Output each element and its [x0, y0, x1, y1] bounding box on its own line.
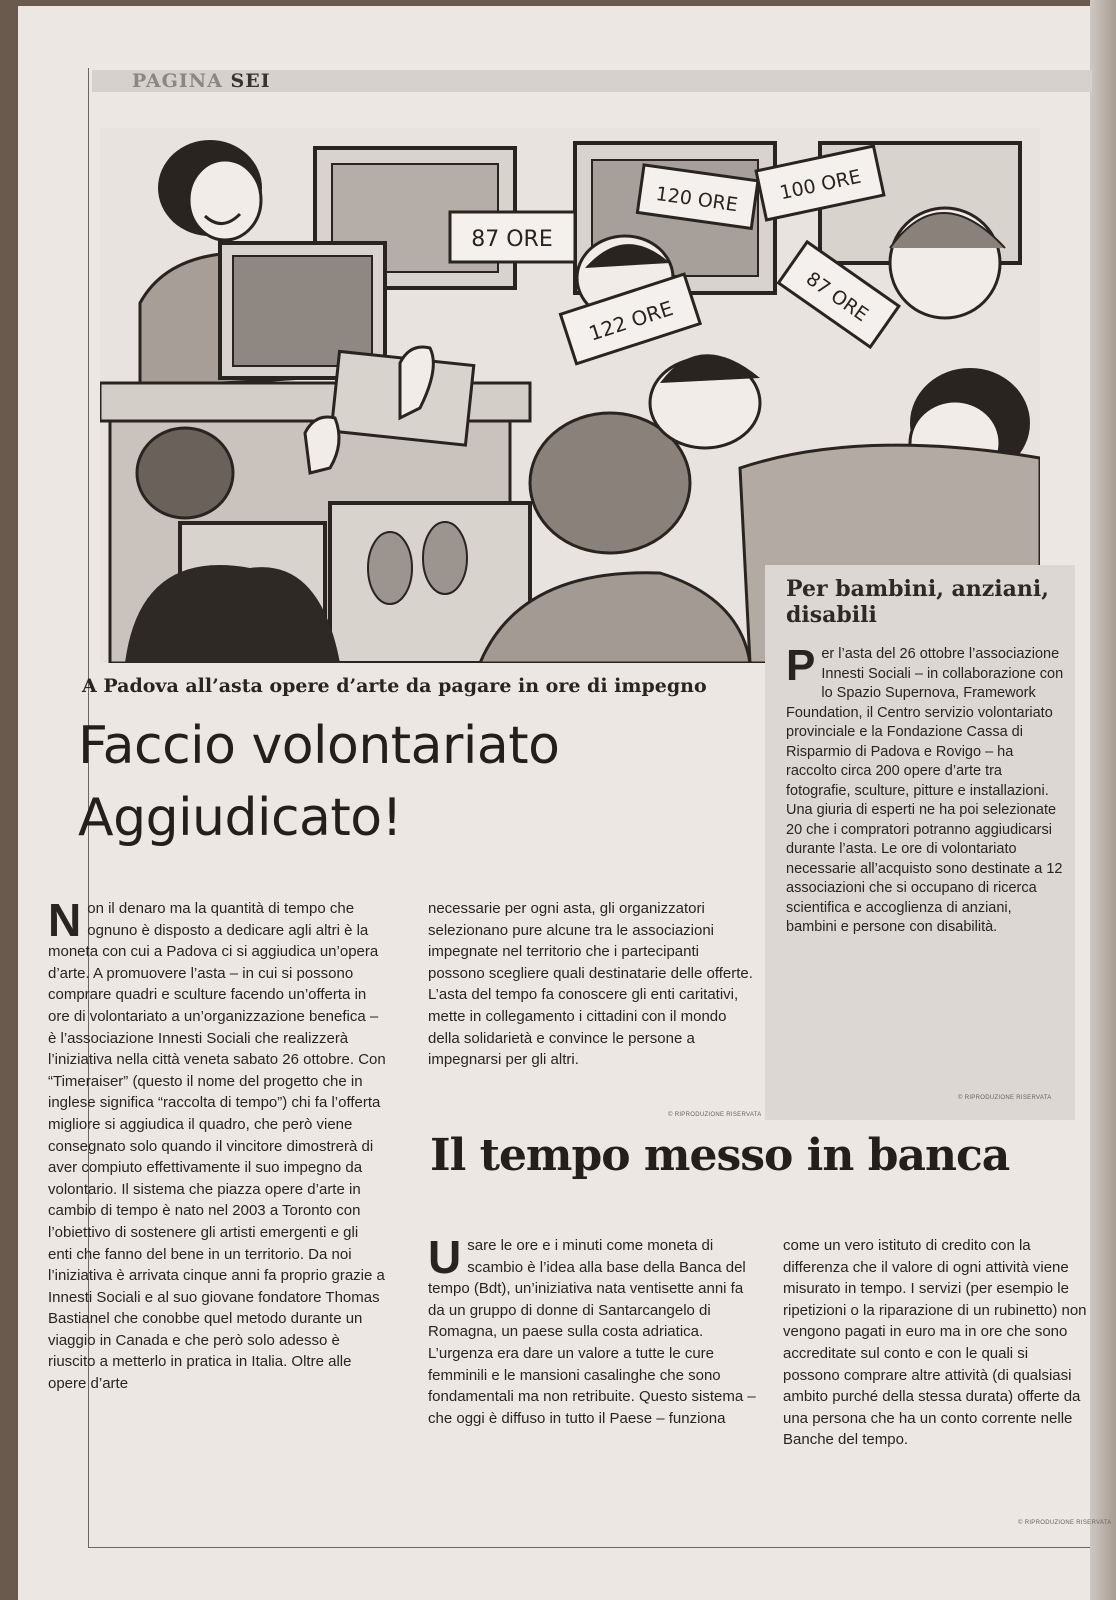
- sidebar-dropcap: P: [786, 641, 816, 690]
- article2-headline: Il tempo messo in banca: [430, 1130, 1010, 1181]
- bottom-rule: [88, 1547, 1090, 1548]
- sidebar-title: Per bambini, anziani, disabili: [786, 576, 1049, 628]
- page-header-section: PAGINA: [132, 70, 223, 92]
- sign-122-ore-label: 122 ORE: [585, 296, 676, 346]
- sign-87-ore: [450, 212, 575, 262]
- article1-headline-line1: Faccio volontariato: [78, 716, 560, 776]
- article1-kicker: A Padova all’asta opere d’arte da pagare in ore di impegno: [82, 675, 707, 697]
- article1-headline: [78, 710, 768, 854]
- article2-col1-text: sare le ore e i minuti come moneta di scambio è l’idea alla base della Banca del tempo (Bdt), un’iniziativa nata ventisette anni fa da un gruppo di donne di Santarcangelo di Romagna, un paese sulla costa adriatica. L’urgenza era dare un valore a tutte le cure femminili e le mansioni casalinghe che sono fondamentali ma non retribuite. Questo sistema – che oggi è diffuso in tutto il Paese – funziona: [428, 1237, 756, 1427]
- sign-100-ore-label: 100 ORE: [777, 165, 864, 205]
- article2-col1: [428, 1231, 758, 1429]
- article1-col2: necessarie per ogni asta, gli organizzatori selezionano pure alcune tra le associazioni impegnate nel territorio che i partecipanti possono scegliere quali destinatarie delle offerte. L’asta del tempo fa conoscere gli enti caritativi, mette in collegamento i cittadini con il mondo della solidarietà e convince le persone a impegnarsi per gli altri.: [428, 900, 753, 1069]
- article1-dropcap: N: [48, 894, 82, 946]
- article1-credit: © RIPRODUZIONE RISERVATA: [668, 1112, 762, 1118]
- sidebar-credit: © RIPRODUZIONE RISERVATA: [958, 1095, 1052, 1101]
- article2-credit: © RIPRODUZIONE RISERVATA: [1018, 1520, 1112, 1526]
- page-header: [132, 70, 271, 92]
- sign-87-ore-label: 87 ORE: [471, 227, 553, 252]
- article2-col2: come un vero istituto di credito con la differenza che il valore di ogni attività viene misurato in tempo. I servizi (per esempio le ripetizioni o la riparazione di un rubinetto) non vengono pagati in euro ma in ore che sono accreditate sul conto e con le quali si possono comprare altre attività (di qualsiasi ambito purché della stessa durata) offerte da una persona che ha un conto corrente nelle Banche del tempo.: [783, 1237, 1087, 1449]
- page-header-number: SEI: [230, 70, 271, 92]
- article1-col1: [48, 894, 386, 1395]
- sidebar-body: [786, 641, 1066, 938]
- sign-120-ore-label: 120 ORE: [654, 182, 740, 217]
- article1-headline-line2: Aggiudicato!: [78, 788, 402, 848]
- page-fold: [1090, 0, 1116, 1600]
- article1-col1-text: on il denaro ma la quantità di tempo che ognuno è disposto a dedicare agli altri è la moneta con cui a Padova ci si aggiudica un’opera d’arte. A promuovere l’asta – in cui si possono comprare quadri e sculture facendo un’offerta in ore di volontariato a un’organizzazione benefica – è l’associazione Innesti Sociali che realizzerà l’iniziativa nella città veneta sabato 26 ottobre. Con “Timeraiser” (questo il nome del progetto che in inglese significa “raccolta di tempo”) chi fa l’offerta migliore si aggiudica il quadro, che però viene consegnato solo quando il vincitore dimostrerà di aver compiuto effettivamente il suo impegno da volontario. Il sistema che piazza opere d’arte in cambio di tempo è nato nel 2003 a Toronto con l’obiettivo di sostenere gli artisti emergenti e gli enti che fanno del bene in un territorio. Da noi l’iniziativa è arrivata cinque anni fa proprio grazie a Innesti Sociali e al suo giovane fondatore Thomas Bastianel che conobbe quel metodo durante un viaggio in Canada e che però solo adesso è riuscito a metterlo in pratica in Italia. Oltre alle opere d’arte: [48, 900, 386, 1393]
- article2-dropcap: U: [428, 1231, 462, 1283]
- sign-87-ore-second-label: 87 ORE: [801, 267, 873, 327]
- sidebar-text: er l’asta del 26 ottobre l’associazione Innesti Sociali – in collaborazione con lo Spazio Supernova, Framework Foundation, il Centro servizio volontariato provinciale e la Fondazione Cassa di Risparmio di Padova e Rovigo – ha raccolto circa 200 opere d’arte tra fotografie, sculture, pitture e installazioni. Una giuria di esperti ne ha poi selezionate 20 che i compratori potranno aggiudicarsi durante l’asta. Le ore di volontariato necessarie all’acquisto sono destinate a 12 associazioni che si occupano di ricerca scientifica e accoglienza di anziani, bambini e persone con disabilità.: [786, 646, 1064, 935]
